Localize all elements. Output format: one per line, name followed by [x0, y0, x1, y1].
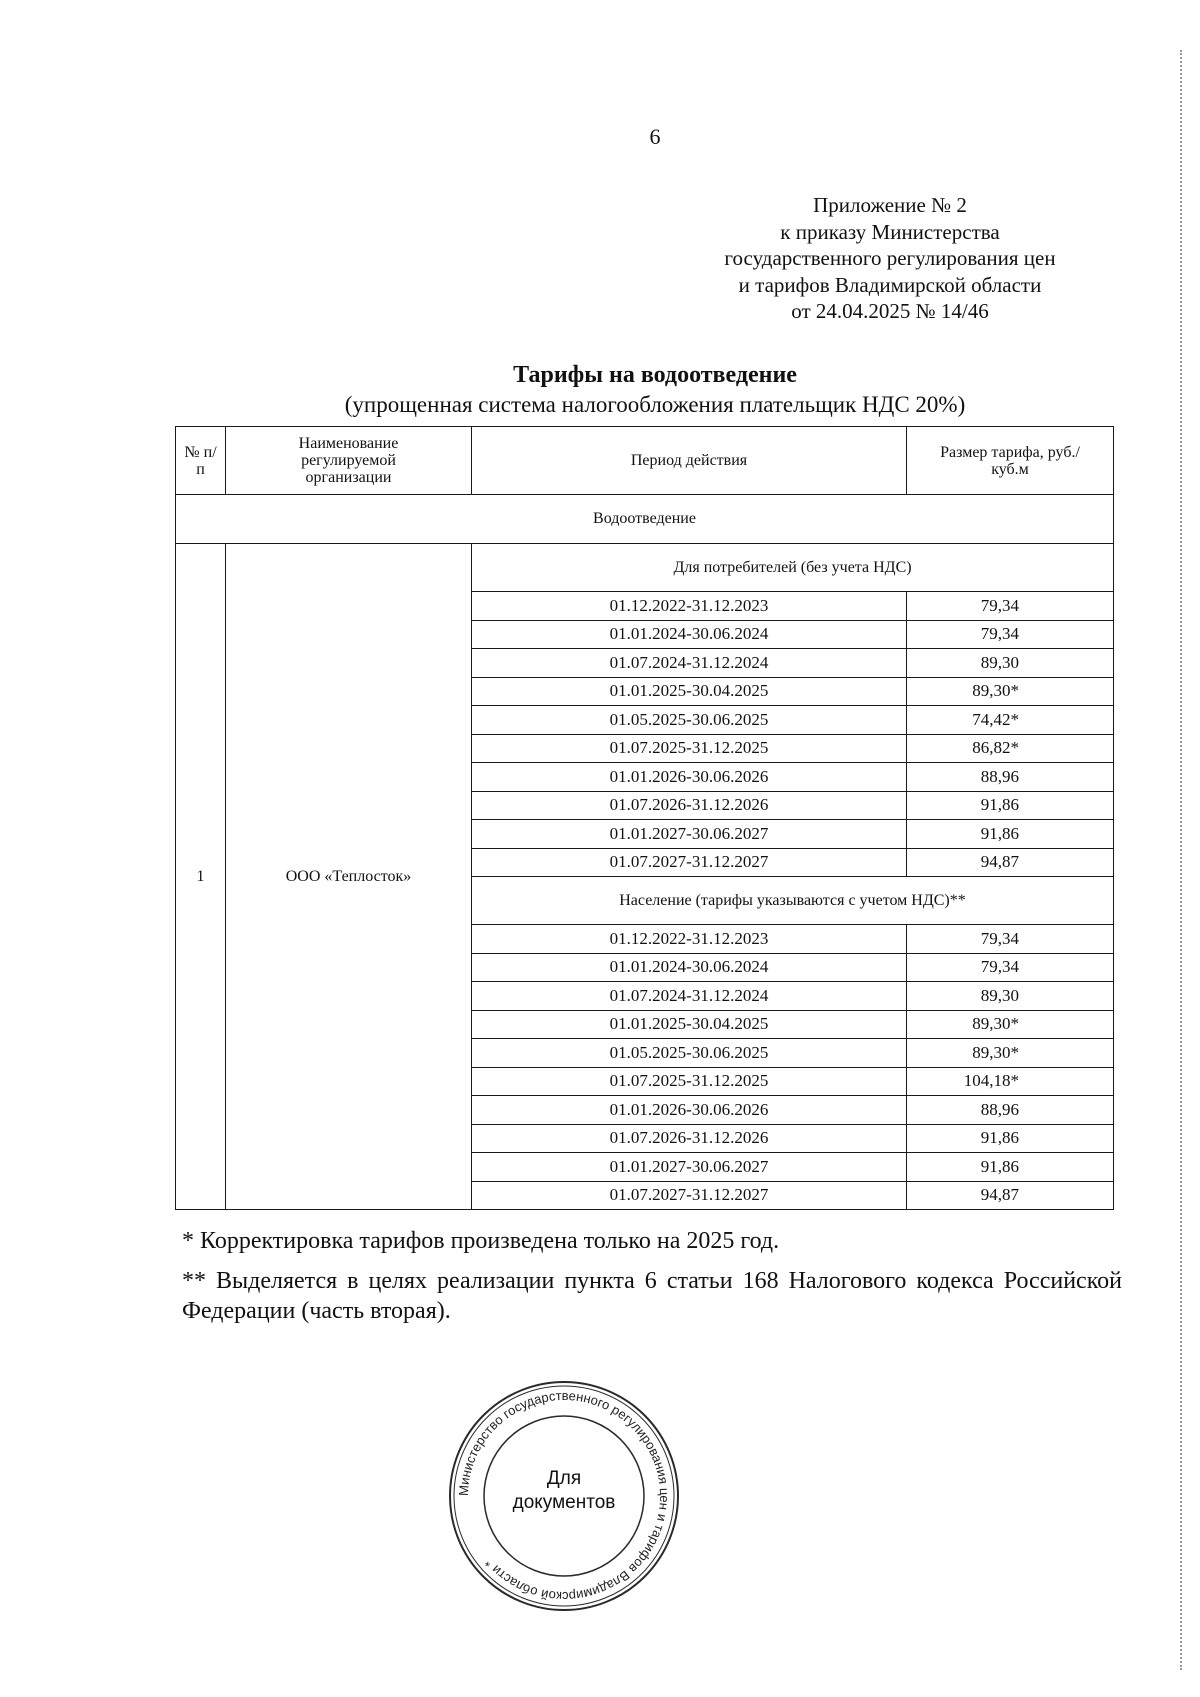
appendix-line: государственного регулирования цен — [724, 246, 1056, 270]
period-cell: 01.07.2024-31.12.2024 — [472, 982, 907, 1011]
tariff-cell: 74,42* — [907, 706, 1114, 735]
document-subtitle: (упрощенная система налогообложения плательщик НДС 20%) — [344, 392, 966, 417]
period-cell: 01.01.2027-30.06.2027 — [472, 820, 907, 849]
organization-name: ООО «Теплосток» — [226, 544, 472, 1210]
tariff-cell: 91,86 — [907, 1153, 1114, 1182]
footnote-2: ** Выделяется в целях реализации пункта 6 статьи 168 Налогового кодекса Российской Федерации (часть вторая). — [182, 1268, 1122, 1324]
tariff-cell: 89,30* — [907, 1010, 1114, 1039]
period-cell: 01.01.2024-30.06.2024 — [472, 953, 907, 982]
appendix-line: от 24.04.2025 № 14/46 — [791, 299, 989, 323]
tariff-cell: 86,82* — [907, 734, 1114, 763]
period-cell: 01.07.2024-31.12.2024 — [472, 649, 907, 678]
period-cell: 01.12.2022-31.12.2023 — [472, 925, 907, 954]
period-cell: 01.01.2026-30.06.2026 — [472, 763, 907, 792]
appendix-reference — [690, 192, 1090, 325]
tariff-cell: 79,34 — [907, 953, 1114, 982]
period-cell: 01.01.2025-30.04.2025 — [472, 677, 907, 706]
stamp-center-text — [498, 1467, 630, 1515]
scan-edge-marks — [1178, 50, 1182, 1670]
period-cell: 01.01.2026-30.06.2026 — [472, 1096, 907, 1125]
period-cell: 01.12.2022-31.12.2023 — [472, 592, 907, 621]
period-cell: 01.05.2025-30.06.2025 — [472, 706, 907, 735]
section-title: Водоотведение — [176, 495, 1114, 544]
period-cell: 01.01.2027-30.06.2027 — [472, 1153, 907, 1182]
tariff-cell: 79,34 — [907, 925, 1114, 954]
stamp-line: Для — [546, 1468, 582, 1489]
section-row — [176, 495, 1114, 544]
tariff-cell: 94,87 — [907, 1181, 1114, 1210]
appendix-line: к приказу Министерства — [780, 219, 1000, 244]
header-number: № п/п — [176, 427, 226, 495]
tariff-cell: 79,34 — [907, 620, 1114, 649]
tariff-cell: 89,30* — [907, 677, 1114, 706]
page-number: 6 — [649, 124, 661, 149]
header-organization: Наименование регулируемой организации — [226, 427, 472, 495]
period-cell: 01.01.2024-30.06.2024 — [472, 620, 907, 649]
row-number: 1 — [176, 544, 226, 1210]
period-cell: 01.01.2025-30.04.2025 — [472, 1010, 907, 1039]
group-row — [176, 544, 1114, 592]
footnotes — [182, 1226, 1122, 1326]
tariff-cell: 94,87 — [907, 848, 1114, 877]
period-cell: 01.07.2025-31.12.2025 — [472, 734, 907, 763]
period-cell: 01.07.2025-31.12.2025 — [472, 1067, 907, 1096]
appendix-line: Приложение № 2 — [813, 193, 967, 217]
footnote-1: * Корректировка тарифов произведена только на 2025 год. — [182, 1228, 780, 1254]
stamp-line: документов — [512, 1492, 616, 1513]
tariff-cell: 89,30 — [907, 649, 1114, 678]
header-period: Период действия — [472, 427, 907, 495]
table-header-row — [176, 427, 1114, 495]
period-cell: 01.05.2025-30.06.2025 — [472, 1039, 907, 1068]
tariff-table — [175, 426, 1114, 1210]
tariff-cell: 89,30 — [907, 982, 1114, 1011]
tariff-cell: 104,18* — [907, 1067, 1114, 1096]
document-title: Тарифы на водоотведение — [513, 362, 797, 388]
group-title: Для потребителей (без учета НДС) — [472, 544, 1114, 592]
tariff-cell: 91,86 — [907, 820, 1114, 849]
tariff-cell: 91,86 — [907, 791, 1114, 820]
period-cell: 01.07.2026-31.12.2026 — [472, 1124, 907, 1153]
header-tariff: Размер тарифа, руб./куб.м — [907, 427, 1114, 495]
appendix-line: и тарифов Владимирской области — [738, 272, 1042, 297]
tariff-cell: 88,96 — [907, 763, 1114, 792]
period-cell: 01.07.2027-31.12.2027 — [472, 1181, 907, 1210]
table-body — [176, 495, 1114, 1210]
period-cell: 01.07.2026-31.12.2026 — [472, 791, 907, 820]
title-block — [0, 360, 1200, 420]
group-title: Население (тарифы указываются с учетом НДС)** — [472, 877, 1114, 925]
tariff-cell: 79,34 — [907, 592, 1114, 621]
tariff-cell: 88,96 — [907, 1096, 1114, 1125]
tariff-cell: 91,86 — [907, 1124, 1114, 1153]
stamp-ring-text: Министерство государственного регулирования цен и тарифов Владимирской области * — [455, 1387, 673, 1605]
tariff-cell: 89,30* — [907, 1039, 1114, 1068]
period-cell: 01.07.2027-31.12.2027 — [472, 848, 907, 877]
